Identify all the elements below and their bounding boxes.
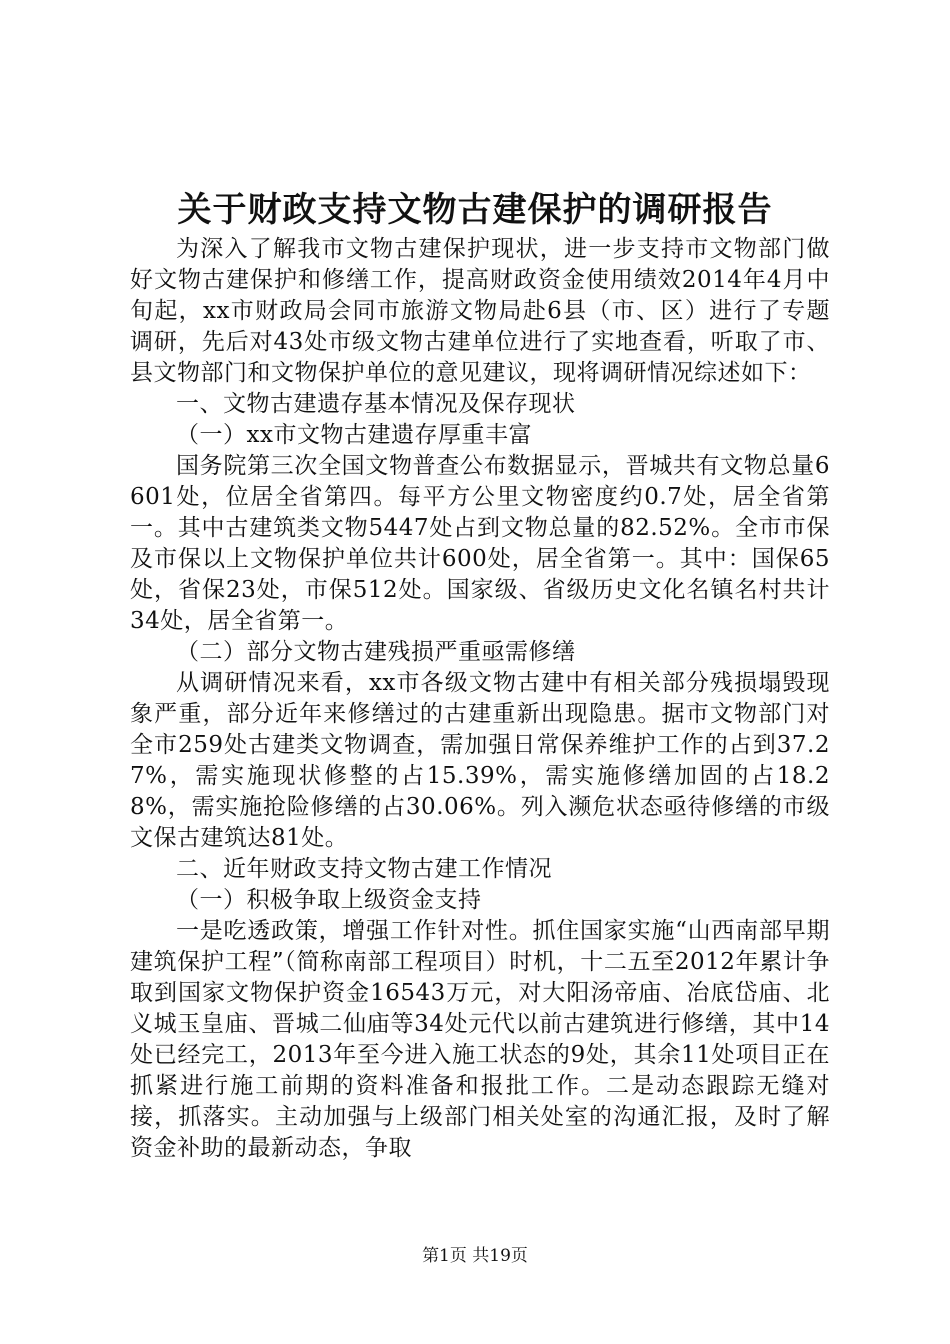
subsection-heading-1-1: （一）xx市文物古建遗存厚重丰富 <box>176 422 532 448</box>
intro-paragraph: 为深入了解我市文物古建保护现状，进一步支持市文物部门做好文物古建保护和修缮工作，提高财政资金使用绩效2014年4月中旬起，xx市财政局会同市旅游文物局赴6县（市、区）进行了专题调研，先后对43处市级文物古建单位进行了实地查看，听取了市、县文物部门和文物保护单位的意见建议，现将调研情况综述如下： <box>130 236 830 386</box>
subsection-heading-2-1: （一）积极争取上级资金支持 <box>176 887 482 913</box>
body-paragraph: 国务院第三次全国文物普查公布数据显示，晋城共有文物总量6601处，位居全省第四。每平方公里文物密度约0.7处，居全省第一。其中古建筑类文物5447处占到文物总量的82.52%。全市市保及市保以上文物保护单位共计600处，居全省第一。其中：国保65处，省保23处，市保512处。国家级、省级历史文化名镇名村共计34处，居全省第一。 <box>130 453 830 634</box>
document-body <box>130 234 830 1164</box>
body-paragraph: 从调研情况来看，xx市各级文物古建中有相关部分残损塌毁现象严重，部分近年来修缮过的古建重新出现隐患。据市文物部门对全市259处古建类文物调查，需加强日常保养维护工作的占到37.27%，需实施现状修整的占15.39%，需实施修缮加固的占18.28%，需实施抢险修缮的占30.06%。列入濒危状态亟待修缮的市级文保古建筑达81处。 <box>130 670 830 851</box>
body-paragraph: 一是吃透政策，增强工作针对性。抓住国家实施“山西南部早期建筑保护工程”（简称南部工程项目）时机，十二五至2012年累计争取到国家文物保护资金16543万元，对大阳汤帝庙、冶底岱庙、北义城玉皇庙、晋城二仙庙等34处元代以前古建筑进行修缮，其中14处已经完工，2013年至今进入施工状态的9处，其余11处项目正在抓紧进行施工前期的资料准备和报批工作。二是动态跟踪无缝对接，抓落实。主动加强与上级部门相关处室的沟通汇报，及时了解资金补助的最新动态，争取 <box>130 918 830 1161</box>
subsection-heading-1-2: （二）部分文物古建残损严重亟需修缮 <box>176 639 576 665</box>
page-number-footer: 第1页 共19页 <box>422 1246 528 1266</box>
section-heading-1: 一、文物古建遗存基本情况及保存现状 <box>176 391 576 417</box>
section-heading-2: 二、近年财政支持文物古建工作情况 <box>176 856 552 882</box>
document-title: 关于财政支持文物古建保护的调研报告 <box>177 190 773 230</box>
